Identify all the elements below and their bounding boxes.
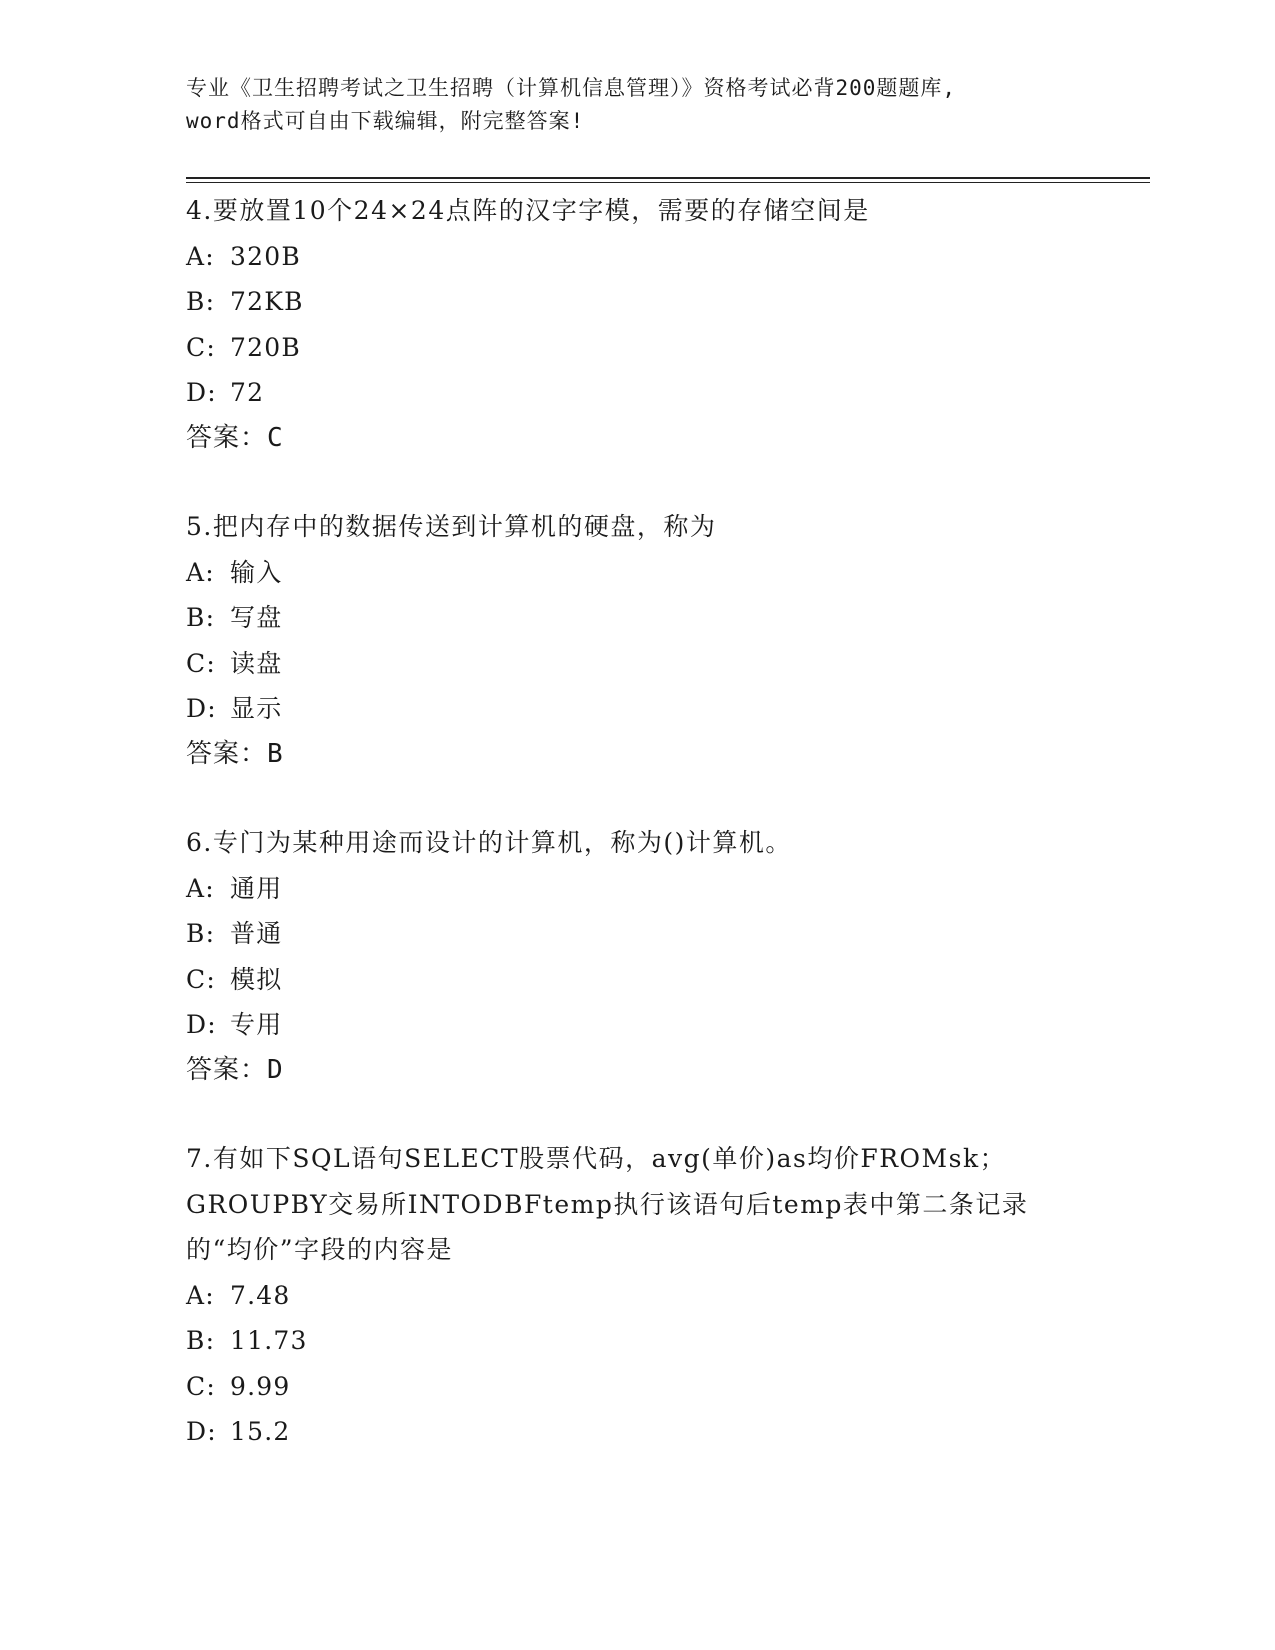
option-a: A: 通用: [186, 873, 283, 903]
question-stem: 6.专门为某种用途而设计的计算机，称为()计算机。: [186, 828, 792, 857]
header-line-2: word格式可自由下载编辑，附完整答案!: [186, 109, 585, 133]
option-d: D: 显示: [186, 694, 283, 723]
document-header: [186, 72, 1106, 138]
option-d: D: 15.2: [186, 1417, 291, 1446]
option-a: A: 7.48: [186, 1280, 291, 1310]
answer-label: 答案：D: [186, 1054, 284, 1085]
question-list: [186, 188, 1086, 1498]
option-d: D: 72: [186, 378, 265, 407]
question-4: [186, 188, 1086, 461]
option-c: C: 读盘: [186, 648, 283, 678]
option-c: C: 9.99: [186, 1371, 291, 1401]
option-b: B: 普通: [186, 919, 283, 948]
option-a: A: 320B: [186, 241, 301, 271]
option-b: B: 72KB: [186, 287, 304, 316]
option-a: A: 输入: [186, 557, 283, 587]
answer-label: 答案：C: [186, 422, 284, 453]
question-stem: 4.要放置10个24×24点阵的汉字字模，需要的存储空间是: [186, 196, 870, 225]
option-d: D: 专用: [186, 1010, 283, 1039]
option-c: C: 模拟: [186, 964, 283, 994]
question-stem: 5.把内存中的数据传送到计算机的硬盘，称为: [186, 512, 717, 541]
header-divider-thin: [186, 182, 1150, 183]
header-divider-thick: [186, 177, 1150, 179]
header-line-1: 专业《卫生招聘考试之卫生招聘（计算机信息管理）》资格考试必背200题题库,: [186, 76, 957, 100]
question-7: [186, 1136, 1086, 1455]
question-6: [186, 820, 1086, 1093]
option-b: B: 11.73: [186, 1326, 308, 1355]
option-b: B: 写盘: [186, 603, 283, 632]
question-stem: 7.有如下SQL语句SELECT股票代码，avg(单价)as均价FROMsk；GROUPBY交易所INTODBFtemp执行该语句后temp表中第二条记录的“均价”字段的内容是: [186, 1144, 1029, 1264]
option-c: C: 720B: [186, 332, 301, 362]
answer-label: 答案：B: [186, 738, 284, 769]
question-5: [186, 504, 1086, 777]
